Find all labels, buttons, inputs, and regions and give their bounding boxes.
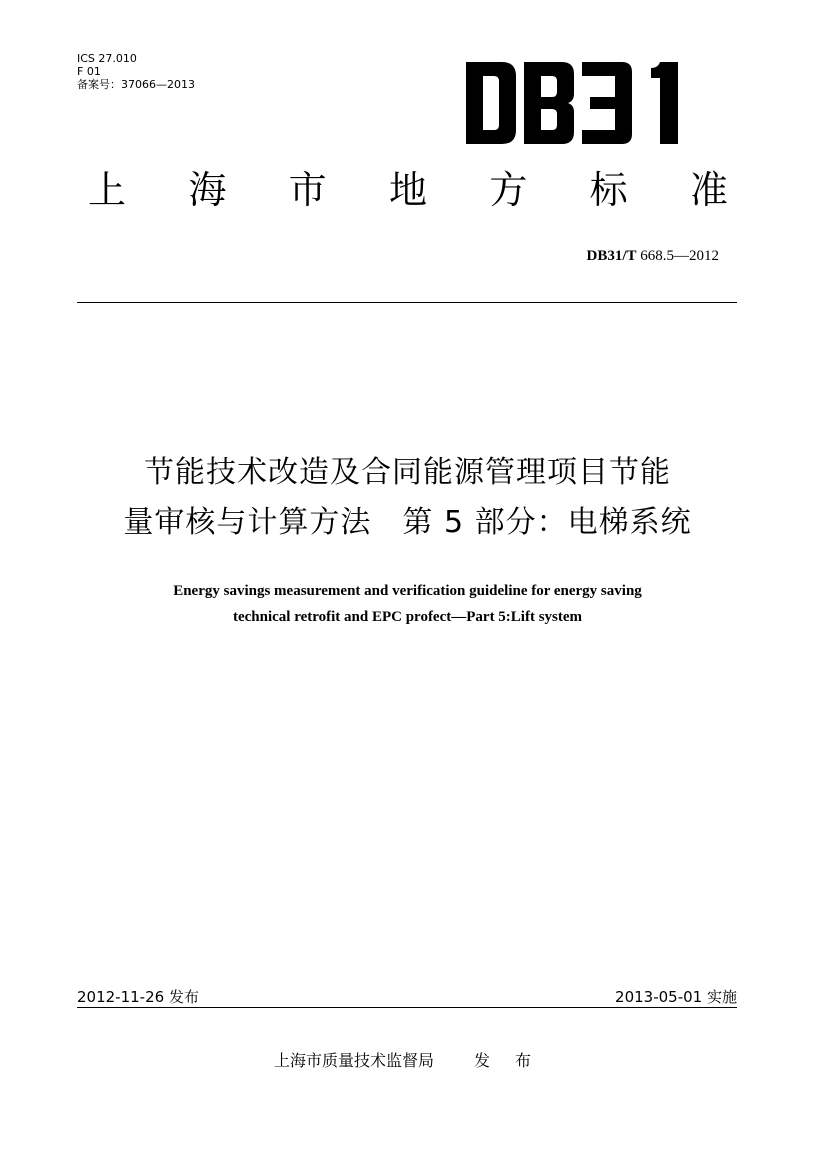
issuing-organization: 上海市质量技术监督局	[273, 1051, 434, 1070]
publish-label: 发 布	[473, 1051, 542, 1070]
english-title	[60, 578, 755, 630]
english-title-line-2: technical retrofit and EPC profect—Part 5:Lift system	[232, 609, 583, 625]
standard-type-char: 市	[288, 168, 327, 212]
standard-code-number: 668.5—2012	[636, 248, 719, 264]
chinese-title-line-1: 节能技术改造及合同能源管理项目节能	[144, 455, 671, 490]
chinese-title-line-2: 量审核与计算方法 第 5 部分：电梯系统	[123, 505, 692, 540]
footer-divider	[77, 1007, 737, 1008]
standard-type-char: 海	[188, 168, 227, 212]
standard-code-prefix: DB31/T	[586, 248, 637, 264]
standard-type-char: 上	[88, 168, 127, 212]
english-title-line-1: Energy savings measurement and verification guideline for energy saving	[173, 583, 642, 599]
standard-type-char: 方	[489, 168, 528, 212]
standard-type-char: 标	[589, 168, 628, 212]
standard-type-char: 地	[388, 168, 427, 212]
issue-date: 2012-11-26 发布	[77, 988, 199, 1006]
implementation-date: 2013-05-01 实施	[615, 988, 737, 1006]
classification-block	[77, 52, 195, 91]
standard-type-title	[88, 166, 728, 214]
ics-code: ICS 27.010	[77, 52, 137, 65]
header-divider	[77, 302, 737, 303]
standard-code	[586, 248, 719, 265]
chinese-title	[60, 448, 755, 548]
standard-type-char: 准	[689, 168, 728, 212]
record-number: 备案号：37066—2013	[77, 78, 195, 91]
issuing-authority	[0, 1048, 815, 1071]
classification-code: F 01	[77, 65, 101, 78]
db31-logo	[466, 62, 692, 144]
